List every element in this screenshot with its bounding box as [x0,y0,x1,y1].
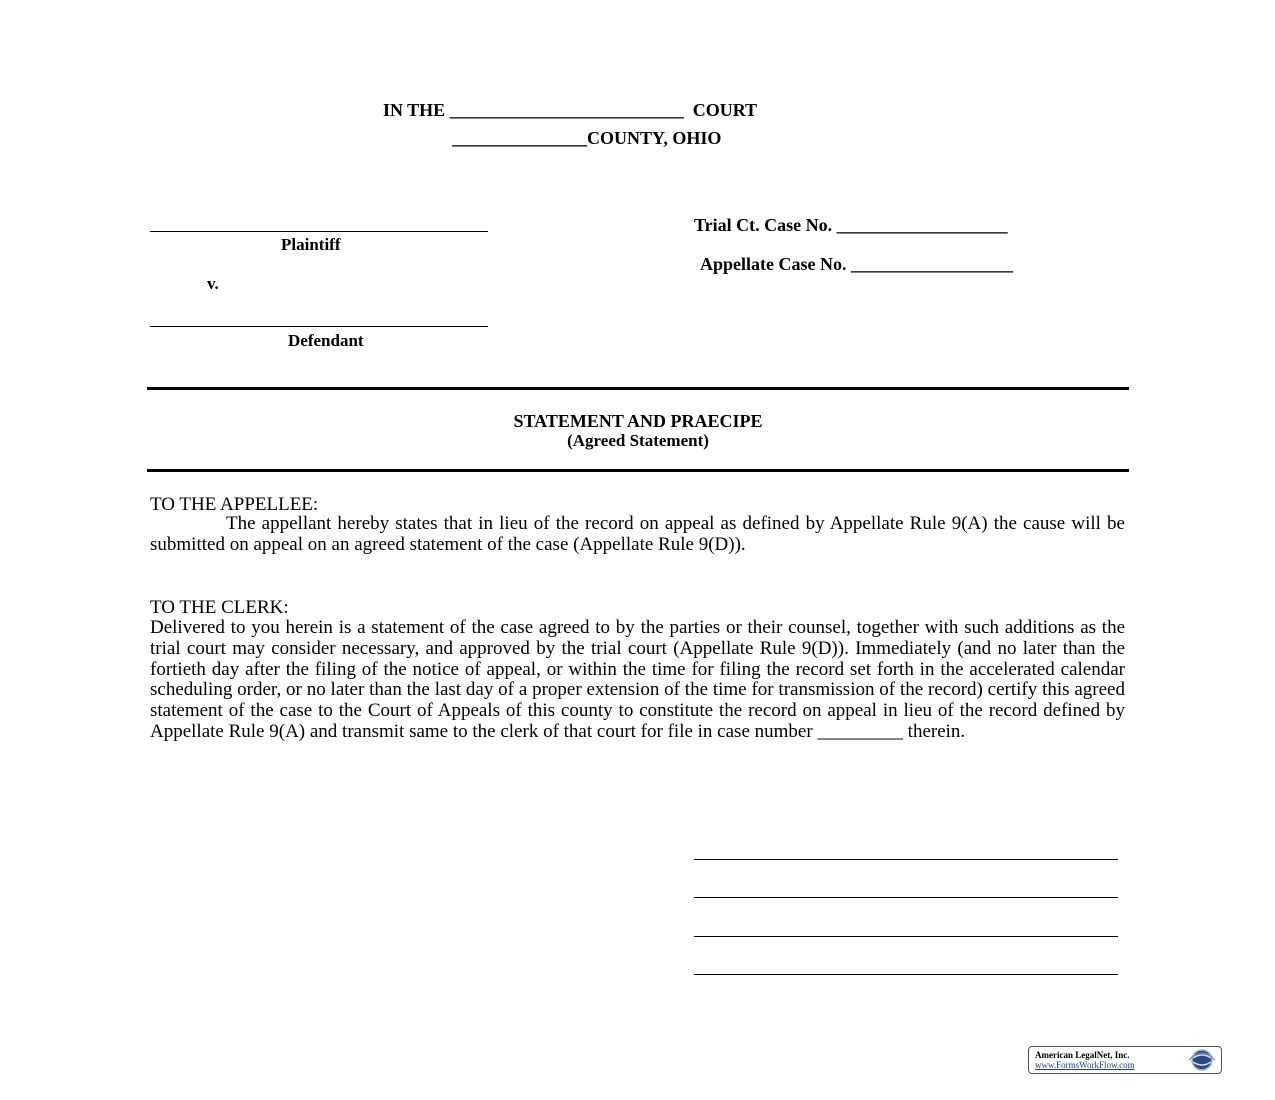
signature-line-2[interactable] [694,897,1118,898]
globe-icon [1187,1048,1217,1072]
defendant-name-line[interactable] [150,326,488,327]
clerk-heading: TO THE CLERK: [150,597,289,618]
clerk-paragraph: Delivered to you herein is a statement of the case agreed to by the parties or their counsel, together with such additions as the trial court may consider necessary, and approved by the trial court (Appellate Rule 9(D)). Immediately (and no later than the fortieth day after the filing of the notice of appeal, or within the time for filing the record set forth in the accelerated calendar scheduling order, or no later than the last day of a proper extension of the time for transmission of the record) certify this agreed statement of the case to the Court of Appeals of this county to constitute the record on appeal in lieu of the record defined by Appellate Rule 9(A) and transmit same to the clerk of that court for file in case number _________ therein. [150,617,1125,742]
court-line: IN THE __________________________ COURT [383,100,758,120]
appellate-case-number[interactable]: Appellate Case No. __________________ [700,254,1013,274]
title-bottom-rule [147,469,1129,472]
document-title: STATEMENT AND PRAECIPE [513,411,763,431]
title-top-rule [147,387,1129,390]
plaintiff-label: Plaintiff [281,235,341,254]
signature-line-4[interactable] [694,974,1118,975]
logo-url-link[interactable]: www.FormsWorkFlow.com [1035,1060,1135,1070]
county-line: _______________COUNTY, OHIO [452,128,722,148]
appellee-paragraph: The appellant hereby states that in lieu of the record on appeal as defined by Appellate Rule 9(A) the cause will be submitted on appeal on an agreed statement of the case (Appellate Rule 9(D)). [150,513,1125,555]
document-subtitle: (Agreed Statement) [567,431,709,450]
trial-case-number[interactable]: Trial Ct. Case No. ___________________ [694,215,1008,235]
versus-label: v. [207,274,219,293]
signature-line-1[interactable] [694,859,1118,860]
logo-company-name: American LegalNet, Inc. [1035,1050,1130,1060]
plaintiff-name-line[interactable] [150,231,488,232]
signature-line-3[interactable] [694,936,1118,937]
footer-logo[interactable] [1028,1046,1222,1074]
defendant-label: Defendant [288,331,364,350]
appellee-heading: TO THE APPELLEE: [150,494,319,515]
